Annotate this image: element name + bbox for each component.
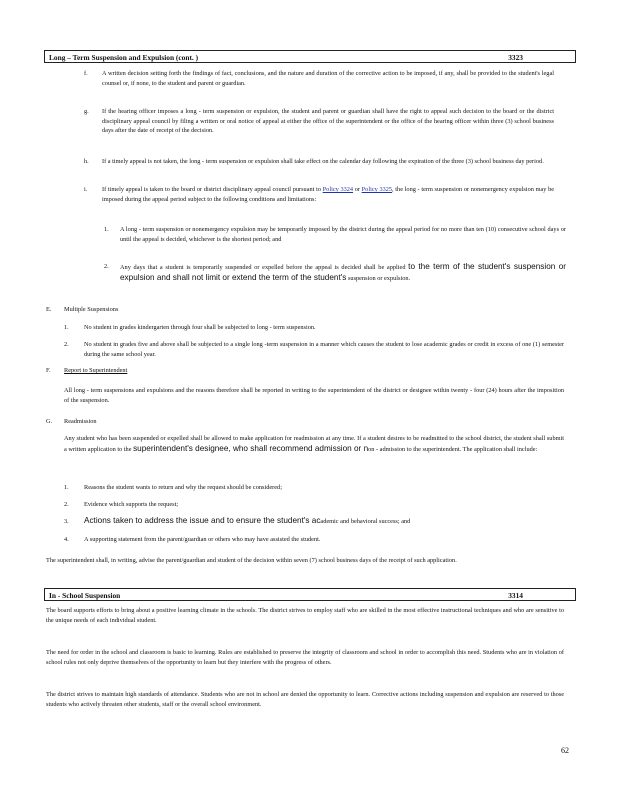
subitem-2-text-big: to the term of the student's suspension or expulsion and shall not limit or extend the term of the student's [120,262,566,282]
page-number: 62 [561,746,569,755]
readmission-text-a: Any student who has been suspended or expelled shall be allowed to make application for readmission at any time. If a student desires to be readmitted to the school district, the student shall submit a written application to the [64,435,564,453]
subitem-label-2: 2. [104,263,109,270]
readmission-item-label-3: 3. [64,518,69,525]
section-header-in-school [44,588,576,601]
in-school-paragraph-3: The district strives to maintain high standards of attendance. Students who are not in school are denied the opportunity to learn. Corrective actions including suspension and expulsion are reserved to those students who actively threaten other students, staff or the overall school environment. [46,691,564,708]
readmission-heading: Readmission [64,418,97,425]
readmission-item-label-2: 2. [64,501,69,508]
multiple-item-1-text: No student in grades kindergarten through four shall be subjected to long - term suspension. [84,324,316,331]
policy-3325-link[interactable]: Policy 3325 [361,186,393,193]
section-title: In - School Suspension [49,591,121,600]
readmission-item-4-text: A supporting statement from the parent/guardian or others who may have assisted the student. [84,536,321,543]
readmission-item-label-1: 1. [64,484,69,491]
section-header-long-term [44,50,576,63]
readmission-item-3-text [84,516,564,527]
report-heading: Report to Superintendent [64,367,128,374]
multiple-suspensions-heading: Multiple Suspensions [64,306,119,313]
subitem-1-text: A long - term suspension or nonemergency expulsion may be temporarily imposed by the district during the appeal period for no more than ten (10) consecutive school days or until the appeal is decided, whichever is the shortest period; and [120,226,566,243]
section-label-e: E. [46,306,52,313]
policy-3324-link[interactable]: Policy 3324 [322,186,354,193]
policy-code: 3314 [508,591,523,600]
item-f-text: A written decision setting forth the findings of fact, conclusions, and the nature and duration of the corrective action to be imposed, if any, shall be provided to the student's legal counsel or, if none, to the student and parent or guardian. [102,70,554,87]
readmission-text-big: superintendent's designee, who shall recommend admission or n [133,443,369,453]
readmission-intro [64,434,564,454]
report-text: All long - term suspensions and expulsions and the reasons therefore shall be reported in writing to the superintendent of the district or designee within twenty - four (24) hours after the imposition of the suspension. [64,387,564,404]
in-school-paragraph-1: The board supports efforts to bring about a positive learning climate in the schools. The district strives to employ staff who are skilled in the most effective instructional techniques and who are sensitive to the unique needs of each individual student. [46,607,564,624]
policy-code: 3323 [508,53,523,62]
item-label-h: h. [84,158,89,165]
item-i-or: or [354,186,360,193]
readmission-item-1-text: Reasons the student wants to return and why the request should be considered; [84,484,282,491]
subitem-2-text-small: Any days that a student is temporarily suspended or expelled before the appeal is decided shall be applied [120,264,406,271]
subitem-2-text [120,262,566,283]
multiple-item-label-1: 1. [64,324,69,331]
item-h-text: If a timely appeal is not taken, the long - term suspension or expulsion shall take effect on the calendar day following the expiration of the three (3) school business day period. [102,158,544,165]
section-label-f: F. [46,367,51,374]
section-label-g: G. [46,418,53,425]
item-label-i: i. [84,186,88,193]
item-i-text-b: , the long - term suspension or nonemergency expulsion may be imposed during the appeal period subject to the following conditions and limitations: [102,186,555,203]
multiple-item-label-2: 2. [64,341,69,348]
item-i-text [102,185,554,204]
subitem-2-text-end: suspension or expulsion. [347,274,411,282]
multiple-item-2-text: No student in grades five and above shall be subjected to a single long -term suspension in a manner which causes the student to lose academic grades or credit in excess of one (1) semester during the same school year. [84,341,564,358]
section-title: Long – Term Suspension and Expulsion (cont. ) [49,53,199,62]
readmission-item-label-4: 4. [64,536,69,543]
readmission-item-3-big: Actions taken to address the issue and to ensure the student's ac [84,516,321,525]
in-school-paragraph-2: The need for order in the school and classroom is basic to learning. Rules are established to preserve the integrity of classroom and school in order to accomplish this need. Students who are in violation of school rules not only deprive themselves of the opportunity to learn but they interfere with the progress of others. [46,649,564,666]
item-i-text-a: If timely appeal is taken to the board or district disciplinary appeal council pursuant to [102,186,321,193]
item-g-text: If the hearing officer imposes a long - term suspension or expulsion, the student and parent or guardian shall have the right to appeal such decision to the board or the district disciplinary appeal council by filing a written or oral notice of appeal at either the office of the superintendent or the office of the hearing officer within three (3) school business days after the date of receipt of the decision. [102,108,554,135]
subitem-label-1: 1. [104,226,109,233]
readmission-item-2-text: Evidence which supports the request; [84,501,179,508]
readmission-closing: The superintendent shall, in writing, advise the parent/guardian and student of the decision within seven (7) school business days of the receipt of such application. [46,557,457,564]
readmission-item-3-rest: ademic and behavioral success; and [320,518,411,525]
readmission-text-b: on - admission to the superintendent. The application shall include: [368,445,538,453]
item-label-g: g. [84,108,89,115]
item-label-f: f. [84,70,88,77]
